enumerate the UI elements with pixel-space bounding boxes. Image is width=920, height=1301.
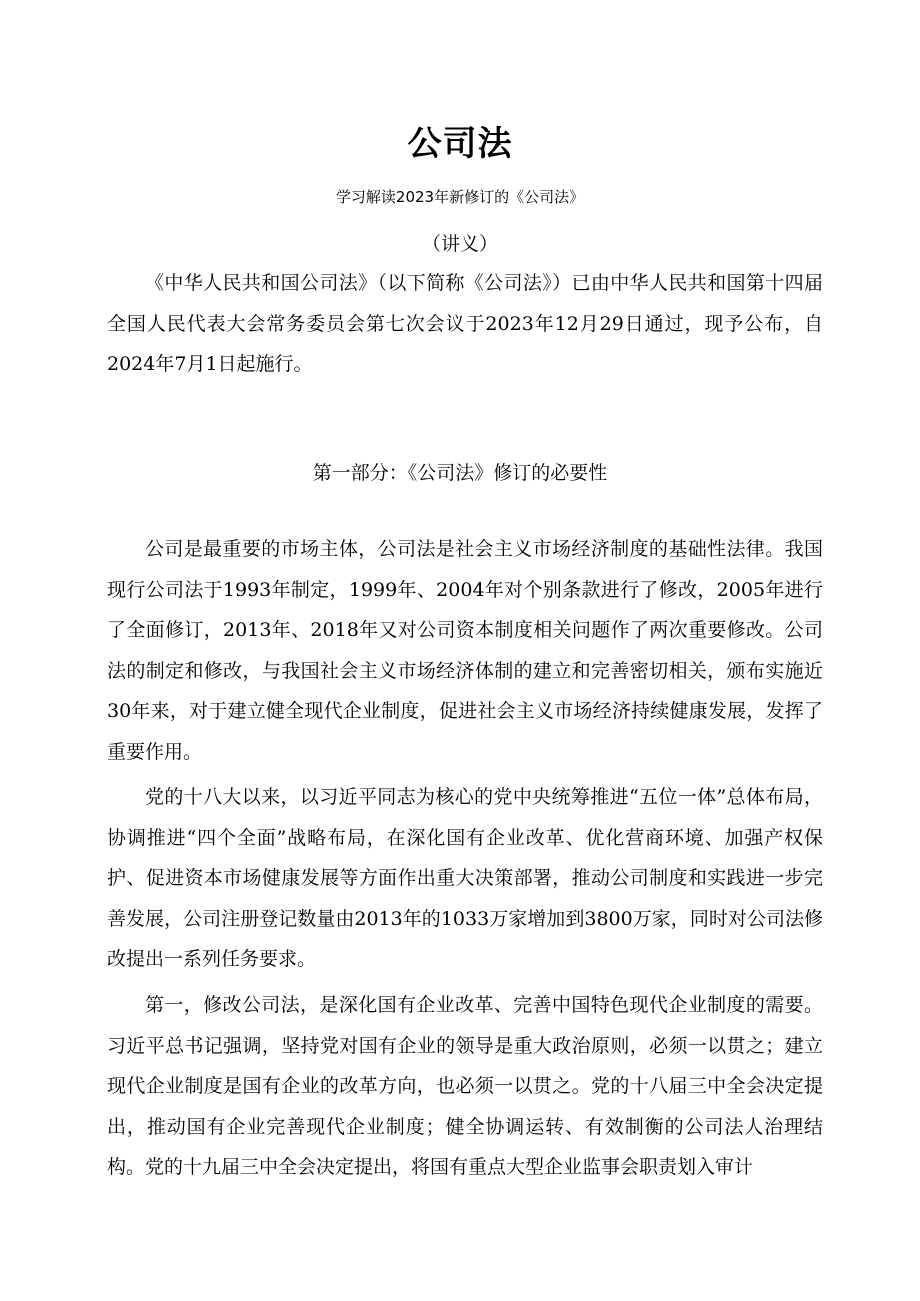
document-note: （讲义） bbox=[421, 233, 498, 255]
intro-paragraph: 《中华人民共和国公司法》（以下简称《公司法》）已由中华人民共和国第十四届全国人民代表大会常务委员会第七次会议于2023年12月29日通过，现予公布，自2024年7月1日起施行。 bbox=[107, 272, 823, 375]
section-heading: 第一部分：《公司法》修订的必要性 bbox=[312, 462, 608, 484]
body-paragraph: 党的十八大以来，以习近平同志为核心的党中央统筹推进“五位一体”总体布局，协调推进“四个全面”战略布局，在深化国有企业改革、优化营商环境、加强产权保护、促进资本市场健康发展等方面作出重大决策部署，推动公司制度和实践进一步完善发展，公司注册登记数量由2013年的1033万家增加到3800万家，同时对公司法修改提出一系列任务要求。 bbox=[107, 786, 823, 970]
body-paragraph: 公司是最重要的市场主体，公司法是社会主义市场经济制度的基础性法律。我国现行公司法于1993年制定，1999年、2004年对个别条款进行了修改，2005年进行了全面修订，2013年、2018年又对公司资本制度相关问题作了两次重要修改。公司法的制定和修改，与我国社会主义市场经济体制的建立和完善密切相关，颁布实施近30年来，对于建立健全现代企业制度，促进社会主义市场经济持续健康发展，发挥了重要作用。 bbox=[107, 538, 823, 763]
body-paragraph: 第一，修改公司法，是深化国有企业改革、完善中国特色现代企业制度的需要。习近平总书记强调，坚持党对国有企业的领导是重大政治原则，必须一以贯之；建立现代企业制度是国有企业的改革方向，也必须一以贯之。党的十八届三中全会决定提出，推动国有企业完善现代企业制度；健全协调运转、有效制衡的公司法人治理结构。党的十九届三中全会决定提出，将国有重点大型企业监事会职责划入审计 bbox=[107, 994, 823, 1178]
document-title: 公司法 bbox=[407, 124, 513, 164]
document-subtitle: 学习解读2023年新修订的《公司法》 bbox=[335, 188, 585, 206]
